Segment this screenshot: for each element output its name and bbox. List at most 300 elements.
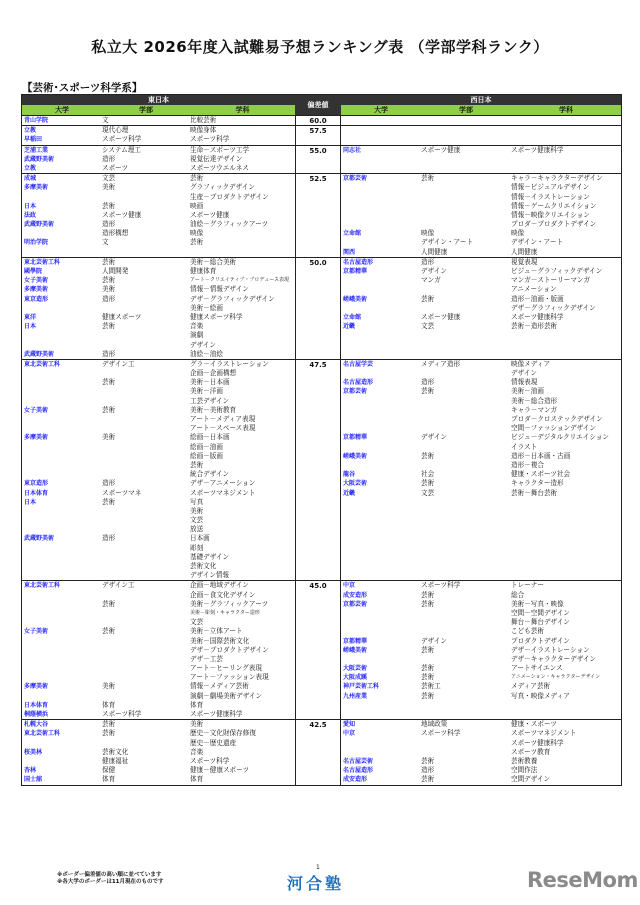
univ-cell: 武蔵野美術: [24, 155, 55, 163]
univ-cell: 法政: [24, 211, 37, 219]
univ-cell: 愛知: [343, 721, 356, 729]
faculty-cell: [421, 739, 511, 748]
dept-cell: [511, 710, 621, 719]
univ-cell: [341, 331, 421, 340]
col-univ-east: 大学: [55, 106, 69, 114]
faculty-cell: [421, 406, 511, 415]
table-row: [341, 183, 621, 192]
faculty-cell: 地域政策: [421, 720, 448, 729]
faculty-cell: [421, 534, 511, 543]
table-row: [22, 701, 295, 710]
univ-cell: [341, 710, 421, 719]
table-row: [341, 479, 621, 488]
faculty-cell: [421, 304, 511, 313]
univ-cell: [341, 350, 421, 359]
faculty-cell: [102, 544, 190, 553]
table-row: [22, 415, 295, 424]
univ-cell: 近畿: [343, 323, 356, 331]
dept-cell: [511, 331, 621, 340]
dept-cell: デザ－グラフィックデザイン: [190, 294, 275, 303]
col-univ-west: 大学: [374, 106, 388, 114]
univ-cell: 大阪芸術: [343, 480, 368, 488]
dept-cell: 芸術: [190, 238, 204, 247]
faculty-cell: [421, 341, 511, 350]
table-row: [22, 571, 295, 580]
univ-cell: [22, 553, 102, 562]
dept-cell: スポーツ健康科学: [511, 145, 564, 154]
faculty-cell: [421, 461, 511, 470]
faculty-cell: 保健: [102, 766, 116, 775]
table-row: [22, 397, 295, 406]
univ-cell: [341, 369, 421, 378]
faculty-cell: [421, 183, 511, 192]
faculty-cell: [421, 571, 511, 580]
faculty-cell: 芸術: [421, 451, 435, 460]
table-row: [22, 775, 295, 784]
table-row: [22, 682, 295, 691]
dept-cell: [511, 341, 621, 350]
table-row: [22, 304, 295, 313]
faculty-cell: 文: [102, 238, 109, 247]
table-row: [22, 553, 295, 562]
table-row: [22, 600, 295, 609]
faculty-cell: [421, 525, 511, 534]
dept-cell: イラスト: [511, 442, 538, 451]
dept-cell: プロダ－クロステックデザイン: [511, 415, 603, 423]
univ-cell: [22, 618, 102, 627]
east-entries: [22, 116, 295, 125]
deviation-header: 偏差値: [295, 95, 341, 115]
footer-note: ※ボーダー偏差値の高い順に並べています: [57, 872, 162, 878]
univ-cell: 大阪芸術: [343, 665, 368, 673]
univ-cell: 東北芸術工科: [24, 730, 61, 738]
table-row: [22, 238, 295, 247]
faculty-cell: [421, 220, 511, 229]
dept-cell: 写真・映像メディア: [511, 691, 570, 700]
table-row: [22, 710, 295, 719]
univ-cell: [22, 341, 102, 350]
table-row: [22, 164, 295, 173]
table-row: [22, 729, 295, 738]
univ-cell: [341, 516, 421, 525]
table-row: [22, 387, 295, 396]
table-row: [22, 757, 295, 766]
dept-cell: 演劇－劇場美術デザイン: [190, 691, 263, 700]
faculty-cell: 芸術: [102, 720, 116, 729]
faculty-cell: 文: [102, 116, 109, 124]
univ-cell: 立教: [24, 127, 37, 135]
faculty-cell: 健康福祉: [102, 756, 129, 765]
table-row: [341, 525, 621, 534]
table-row: [341, 664, 621, 673]
faculty-cell: スポーツ健康: [421, 312, 461, 321]
score-band: [22, 145, 621, 174]
faculty-cell: [102, 739, 190, 748]
dept-cell: 映像: [190, 229, 204, 238]
faculty-cell: [421, 155, 511, 164]
univ-cell: [341, 155, 421, 164]
univ-cell: 中京: [343, 730, 356, 738]
faculty-cell: 芸術: [102, 729, 116, 738]
dept-cell: [511, 701, 621, 710]
dept-cell: スポーツ健康科学: [190, 710, 243, 718]
faculty-cell: [102, 341, 190, 350]
univ-cell: [22, 424, 102, 433]
dept-cell: アニメーション・キャラクターデザイン: [511, 674, 601, 681]
faculty-cell: [421, 562, 511, 571]
table-row: [22, 544, 295, 553]
dept-cell: アニメーション: [511, 285, 557, 294]
faculty-cell: 芸術: [421, 174, 435, 183]
table-row: [22, 516, 295, 525]
table-row: [341, 322, 621, 331]
dept-cell: 企画－企画構想: [190, 369, 237, 378]
dept-cell: こども芸術: [511, 627, 544, 636]
faculty-cell: [102, 618, 190, 627]
faculty-cell: [421, 193, 511, 202]
faculty-cell: [421, 701, 511, 710]
footer-note: ※各大学のボーダーは11月現在のものです: [57, 879, 164, 885]
west-entries: [341, 720, 621, 784]
table-row: [22, 591, 295, 600]
faculty-cell: [421, 516, 511, 525]
table-row: [22, 369, 295, 378]
dept-cell: プロダ－プロダクトデザイン: [511, 220, 597, 229]
faculty-cell: 芸術: [102, 201, 116, 210]
faculty-cell: 芸術: [421, 691, 435, 700]
table-row: [341, 211, 621, 220]
resemom-logo: ReseMom: [527, 868, 638, 892]
deviation-score: 52.5: [295, 174, 341, 257]
univ-cell: [22, 673, 102, 682]
dept-cell: 健康・スポーツ社会: [511, 470, 571, 479]
dept-cell: 工芸デザイン: [190, 396, 230, 405]
faculty-cell: 芸術: [421, 479, 435, 488]
faculty-cell: デザイン: [421, 636, 447, 645]
univ-cell: 日本体育: [24, 701, 49, 709]
dept-cell: 放送: [190, 525, 204, 534]
faculty-cell: [421, 285, 511, 294]
dept-cell: 芸術文化: [190, 562, 217, 570]
univ-cell: [341, 304, 421, 313]
univ-cell: [341, 544, 421, 553]
univ-cell: 京都精華: [343, 637, 368, 645]
table-row: [341, 331, 621, 340]
dept-cell: 情報－ビジュアルデザイン: [511, 183, 590, 192]
deviation-score: 47.5: [295, 360, 341, 581]
univ-cell: [22, 591, 102, 600]
univ-cell: 日本: [24, 323, 37, 331]
dept-cell: 舞台－舞台デザイン: [511, 618, 570, 627]
univ-cell: 立命館: [343, 313, 362, 321]
faculty-cell: 造形: [102, 349, 116, 358]
table-row: [22, 126, 295, 135]
table-row: [22, 295, 295, 304]
univ-cell: 札幌大谷: [24, 721, 49, 729]
faculty-cell: 造形: [421, 257, 435, 266]
table-row: [22, 489, 295, 498]
univ-cell: 多摩美術: [24, 286, 49, 294]
dept-cell: 造形－油画・版画: [511, 294, 564, 303]
univ-cell: 名古屋芸術: [343, 757, 374, 765]
univ-cell: 東京造形: [24, 295, 49, 303]
dept-cell: 芸術: [190, 460, 204, 469]
univ-cell: 東京造形: [24, 480, 49, 488]
dept-cell: 美術－立体アート: [190, 627, 243, 636]
faculty-cell: [421, 211, 511, 220]
dept-cell: トレーナー: [511, 581, 544, 590]
table-row: [341, 710, 621, 719]
table-row: [341, 433, 621, 442]
faculty-cell: 芸術: [102, 405, 116, 414]
univ-cell: [22, 229, 102, 238]
univ-cell: 芝浦工業: [24, 146, 49, 154]
dept-cell: グラ－イラストレーション: [190, 359, 269, 368]
table-row: [22, 322, 295, 331]
dept-cell: デザ－工芸: [190, 654, 223, 663]
dept-cell: 空間作法: [511, 766, 538, 775]
table-row: [22, 267, 295, 276]
univ-cell: [341, 739, 421, 748]
dept-cell: 企画－地域デザイン: [190, 581, 249, 590]
univ-cell: 立命館: [343, 230, 362, 238]
table-row: [341, 276, 621, 285]
faculty-cell: 映像: [421, 229, 435, 238]
dept-cell: 文芸: [190, 618, 204, 627]
faculty-cell: [102, 415, 190, 424]
faculty-cell: [102, 646, 190, 655]
dept-cell: 比較芸術: [190, 116, 217, 124]
dept-cell: [511, 562, 621, 571]
table-row: [22, 525, 295, 534]
dept-cell: スポーツ教育: [511, 747, 551, 756]
score-band: [22, 359, 621, 581]
univ-cell: [22, 470, 102, 479]
table-row: [22, 581, 295, 590]
dept-cell: 美術－総合造形: [511, 396, 558, 405]
dept-cell: キャラ－キャラクターデザイン: [511, 174, 603, 183]
dept-cell: 絵画－油画: [190, 442, 223, 451]
dept-cell: [511, 525, 621, 534]
dept-cell: 芸術: [190, 174, 204, 183]
dept-cell: 映像メディア: [511, 359, 551, 368]
faculty-cell: 芸術: [421, 775, 435, 784]
table-row: [341, 164, 621, 173]
univ-cell: [341, 562, 421, 571]
dept-cell: グラフィックデザイン: [190, 183, 255, 192]
dept-cell: 演劇: [190, 331, 204, 340]
dept-cell: 造形－複合: [511, 460, 544, 469]
table-row: [341, 498, 621, 507]
univ-cell: 大阪成蹊: [343, 674, 368, 682]
univ-cell: 多摩美術: [24, 683, 49, 691]
table-row: [341, 304, 621, 313]
table-row: [341, 609, 621, 618]
faculty-cell: [102, 470, 190, 479]
table-row: [341, 406, 621, 415]
section-heading: 【芸術･スポーツ科学系】: [22, 82, 143, 94]
faculty-cell: スポーツ: [102, 163, 129, 172]
univ-cell: 神戸芸術工科: [343, 683, 380, 691]
faculty-cell: [421, 544, 511, 553]
faculty-cell: [102, 193, 190, 202]
table-row: [341, 313, 621, 322]
dept-cell: 美術－洋画: [190, 387, 223, 396]
table-row: [341, 507, 621, 516]
dept-cell: 体育: [190, 775, 204, 784]
dept-cell: 美術－国際芸術文化: [190, 636, 250, 645]
table-row: [22, 193, 295, 202]
dept-cell: [511, 553, 621, 562]
table-row: [22, 498, 295, 507]
faculty-cell: [102, 331, 190, 340]
faculty-cell: [102, 673, 190, 682]
table-row: [341, 581, 621, 590]
dept-cell: 芸術－舞台芸術: [511, 488, 558, 497]
faculty-cell: [102, 397, 190, 406]
dept-cell: 写真: [190, 497, 204, 506]
univ-cell: 京都精華: [343, 434, 368, 442]
univ-cell: [341, 220, 421, 229]
univ-cell: 嵯峨美術: [343, 295, 368, 303]
faculty-cell: [421, 202, 511, 211]
faculty-cell: スポーツ科学: [421, 729, 461, 738]
table-row: [341, 155, 621, 164]
west-entries: [341, 116, 621, 125]
faculty-cell: [102, 248, 190, 257]
faculty-cell: [102, 304, 190, 313]
table-row: [22, 461, 295, 470]
univ-cell: [22, 397, 102, 406]
table-row: [341, 378, 621, 387]
faculty-cell: [102, 452, 190, 461]
univ-cell: [22, 452, 102, 461]
table-row: [341, 720, 621, 729]
univ-cell: 嵯峨美術: [343, 646, 368, 654]
table-row: [22, 258, 295, 267]
univ-cell: 九州産業: [343, 692, 368, 700]
univ-cell: [341, 415, 421, 424]
dept-cell: ビジュ－デジタルクリエイション: [511, 433, 609, 442]
dept-cell: 音楽: [190, 747, 204, 756]
table-row: [22, 562, 295, 571]
dept-cell: 彫刻: [190, 543, 204, 552]
univ-cell: 京都芸術: [343, 175, 368, 183]
faculty-cell: 芸術: [102, 378, 116, 387]
univ-cell: [341, 135, 421, 144]
dept-cell: アート－クリエイティブ・プロデュース表現: [190, 277, 289, 284]
dept-cell: デザイン: [511, 369, 537, 378]
dept-cell: メディア芸術: [511, 682, 551, 691]
faculty-cell: デザイン・アート: [421, 238, 474, 247]
dept-cell: スポーツウエルネス: [190, 163, 249, 172]
table-row: [341, 775, 621, 784]
univ-cell: [22, 646, 102, 655]
univ-cell: [22, 304, 102, 313]
dept-cell: 絵画－日本画: [190, 433, 230, 442]
univ-cell: [341, 627, 421, 636]
faculty-cell: 美術: [102, 682, 116, 691]
dept-cell: [190, 248, 295, 257]
dept-cell: デザ－グラフィックデザイン: [511, 303, 596, 312]
univ-cell: [22, 193, 102, 202]
dept-cell: 人間健康: [511, 247, 538, 256]
table-row: [22, 350, 295, 359]
dept-cell: [511, 534, 621, 543]
dept-cell: スポーツ科学: [190, 135, 230, 144]
univ-cell: [22, 600, 102, 609]
dept-cell: 映像: [511, 229, 525, 238]
faculty-cell: スポーツ科学: [102, 710, 142, 718]
table-row: [22, 202, 295, 211]
univ-cell: [22, 609, 102, 618]
table-row: [341, 534, 621, 543]
faculty-cell: スポーツ科学: [421, 581, 461, 590]
univ-cell: 東北芸術工科: [24, 582, 61, 590]
faculty-cell: [421, 424, 511, 433]
east-entries: [22, 146, 295, 174]
page-title: 私立大 2026年度入試難易予想ランキング表 （学部学科ランク）: [91, 38, 549, 56]
univ-cell: 中京: [343, 582, 356, 590]
dept-cell: 美術－日本画: [190, 378, 230, 387]
table-row: [341, 701, 621, 710]
univ-cell: [341, 618, 421, 627]
univ-cell: 桐蔭横浜: [24, 711, 49, 718]
table-row: [341, 193, 621, 202]
univ-cell: 明治学院: [24, 239, 49, 247]
dept-cell: デザ－アニメーション: [190, 479, 256, 488]
dept-cell: 美術: [190, 720, 204, 729]
univ-cell: 青山学院: [24, 117, 49, 124]
table-row: [22, 433, 295, 442]
dept-cell: [511, 350, 621, 359]
univ-cell: 関西: [343, 248, 356, 256]
table-row: [22, 507, 295, 516]
faculty-cell: [421, 748, 511, 757]
faculty-cell: [421, 350, 511, 359]
table-row: [341, 739, 621, 748]
dept-cell: 芸術教養: [511, 756, 538, 765]
faculty-cell: [102, 525, 190, 534]
faculty-cell: 芸術: [421, 294, 435, 303]
univ-cell: [341, 276, 421, 285]
faculty-cell: [421, 415, 511, 424]
univ-cell: [22, 369, 102, 378]
table-row: [341, 627, 621, 636]
table-row: [22, 248, 295, 257]
faculty-cell: [102, 664, 190, 673]
faculty-cell: スポーツマネ: [102, 488, 142, 497]
west-entries: [341, 360, 621, 581]
univ-cell: 女子美術: [24, 628, 49, 636]
univ-cell: [22, 571, 102, 580]
table-row: [341, 387, 621, 396]
faculty-cell: 芸術: [102, 257, 116, 266]
univ-cell: [22, 739, 102, 748]
dept-cell: [511, 544, 621, 553]
east-japan-header: 東日本: [148, 96, 169, 104]
table-row: [22, 313, 295, 322]
faculty-cell: 芸術: [421, 756, 435, 765]
west-entries: [341, 146, 621, 174]
dept-cell: デザ－キャラクターデザイン: [511, 654, 597, 663]
univ-cell: 武蔵野美術: [24, 221, 55, 229]
faculty-cell: [421, 618, 511, 627]
east-entries: [22, 720, 295, 784]
univ-cell: [341, 238, 421, 247]
faculty-cell: [102, 562, 190, 571]
faculty-cell: [421, 627, 511, 636]
